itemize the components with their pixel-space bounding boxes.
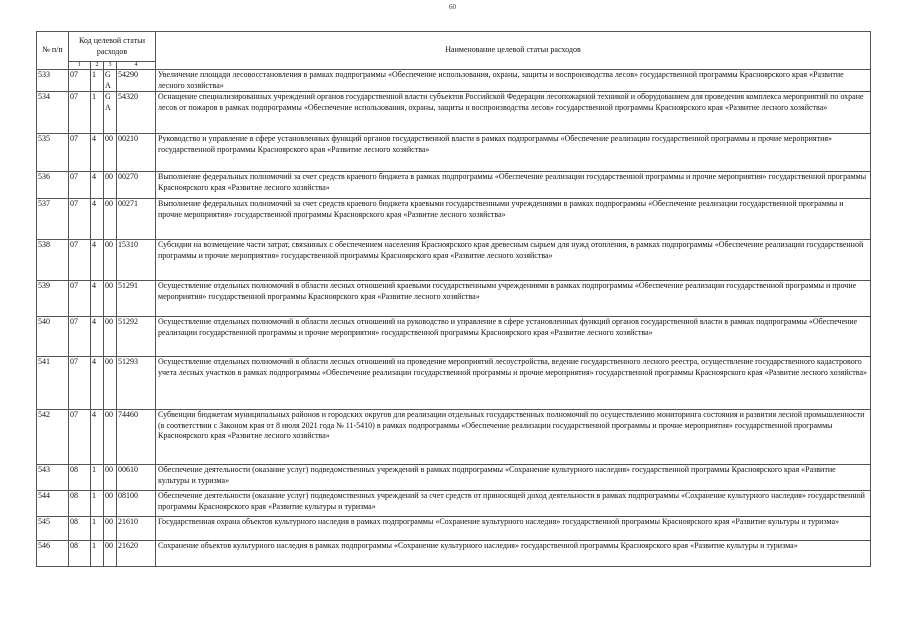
header-name-column: Наименование целевой статьи расходов <box>156 32 871 70</box>
code-item: 00271 <box>117 199 156 240</box>
code-subprogram: 4 <box>91 134 104 172</box>
code-direction: G A <box>104 70 117 92</box>
code-subprogram: 1 <box>91 70 104 92</box>
row-number: 533 <box>37 70 69 92</box>
row-description: Осуществление отдельных полномочий в области лесных отношений краевыми государственными учреждениями в рамках подпрограммы «Обеспечение реализации государственной программы и прочие мероприятия» государственной программы Красноярского края «Развитие лесного хозяйства» <box>156 281 871 317</box>
table-row <box>37 70 871 92</box>
row-number: 534 <box>37 92 69 134</box>
row-number: 544 <box>37 491 69 517</box>
row-description: Осуществление отдельных полномочий в области лесных отношений на руководство и управление в сфере установленных функций органов государственной власти в рамках подпрограммы «Обеспечение реализации государственной программы и прочие мероприятия» государственной программы Красноярского края «Развитие лесного хозяйства» <box>156 317 871 357</box>
col-number-2: 2 <box>91 62 104 70</box>
code-subprogram: 1 <box>91 541 104 567</box>
code-program: 08 <box>69 517 91 541</box>
code-item: 08100 <box>117 491 156 517</box>
row-number: 539 <box>37 281 69 317</box>
table-row <box>37 240 871 281</box>
row-description: Субвенции бюджетам муниципальных районов и городских округов для реализации отдельных государственных полномочий по осуществлению мониторинга состояния и развития лесной промышленности (в соответствии с Законом края от 8 июля 2021 года № 11-5410) в рамках подпрограммы «Обеспечение реализации государственной программы и прочие мероприятия» государственной программы Красноярского края «Развитие лесного хозяйства» <box>156 410 871 465</box>
col-number-1: 1 <box>69 62 91 70</box>
code-direction: 00 <box>104 134 117 172</box>
code-direction: 00 <box>104 357 117 410</box>
table-row <box>37 491 871 517</box>
code-direction: 00 <box>104 240 117 281</box>
row-description: Руководство и управление в сфере установленных функций органов государственной власти в рамках подпрограммы «Обеспечение реализации государственной программы и прочие мероприятия» государственной программы Красноярского края «Развитие лесного хозяйства» <box>156 134 871 172</box>
code-program: 07 <box>69 134 91 172</box>
table-row <box>37 92 871 134</box>
code-subprogram: 4 <box>91 317 104 357</box>
code-direction: 00 <box>104 541 117 567</box>
table-row <box>37 317 871 357</box>
code-program: 07 <box>69 172 91 199</box>
code-direction: 00 <box>104 317 117 357</box>
table-row <box>37 281 871 317</box>
row-description: Государственная охрана объектов культурного наследия в рамках подпрограммы «Сохранение культурного наследия» государственной программы Красноярского края «Развитие культуры и туризма» <box>156 517 871 541</box>
code-item: 00210 <box>117 134 156 172</box>
code-program: 07 <box>69 281 91 317</box>
target-expense-table <box>36 31 871 567</box>
code-program: 07 <box>69 317 91 357</box>
code-subprogram: 4 <box>91 240 104 281</box>
code-direction: 00 <box>104 199 117 240</box>
row-number: 542 <box>37 410 69 465</box>
table-row <box>37 172 871 199</box>
code-item: 21610 <box>117 517 156 541</box>
header-code-column: Код целевой статьи расходов <box>69 32 156 62</box>
code-program: 07 <box>69 240 91 281</box>
row-number: 538 <box>37 240 69 281</box>
code-direction: 00 <box>104 172 117 199</box>
code-item: 00610 <box>117 465 156 491</box>
code-direction: G A <box>104 92 117 134</box>
code-program: 08 <box>69 491 91 517</box>
code-item: 51292 <box>117 317 156 357</box>
row-description: Обеспечение деятельности (оказание услуг) подведомственных учреждений за счет средств от приносящей доход деятельности в рамках подпрограммы «Сохранение культурного наследия» государственной программы Красноярского края «Развитие культуры и туризма» <box>156 491 871 517</box>
code-subprogram: 1 <box>91 465 104 491</box>
table-row <box>37 357 871 410</box>
code-subprogram: 4 <box>91 281 104 317</box>
row-description: Увеличение площади лесовосстановления в рамках подпрограммы «Обеспечение использования, охраны, защиты и воспроизводства лесов» государственной программы Красноярского края «Развитие лесного хозяйства» <box>156 70 871 92</box>
code-subprogram: 1 <box>91 92 104 134</box>
code-item: 51293 <box>117 357 156 410</box>
code-program: 07 <box>69 199 91 240</box>
code-direction: 00 <box>104 465 117 491</box>
table-row <box>37 465 871 491</box>
code-subprogram: 1 <box>91 517 104 541</box>
code-item: 51291 <box>117 281 156 317</box>
row-description: Осуществление отдельных полномочий в области лесных отношений на проведение мероприятий лесоустройства, ведение государственного лесного реестра, осуществление государственного кадастрового учета лесных участков в рамках подпрограммы «Обеспечение реализации государственной программы и прочие мероприятия» государственной программы Красноярского края «Развитие лесного хозяйства» <box>156 357 871 410</box>
header-number-column: № п/п <box>37 32 69 70</box>
row-number: 546 <box>37 541 69 567</box>
code-item: 74460 <box>117 410 156 465</box>
code-program: 07 <box>69 357 91 410</box>
table-row <box>37 517 871 541</box>
row-number: 535 <box>37 134 69 172</box>
code-program: 08 <box>69 541 91 567</box>
code-direction: 00 <box>104 517 117 541</box>
code-direction: 00 <box>104 491 117 517</box>
col-number-4: 4 <box>117 62 156 70</box>
row-description: Обеспечение деятельности (оказание услуг) подведомственных учреждений в рамках подпрограммы «Сохранение культурного наследия» государственной программы Красноярского края «Развитие культуры и туризма» <box>156 465 871 491</box>
code-item: 00270 <box>117 172 156 199</box>
row-description: Выполнение федеральных полномочий за счет средств краевого бюджета в рамках подпрограммы «Обеспечение реализации государственной программы и прочие мероприятия» государственной программы Красноярского края «Развитие лесного хозяйства» <box>156 172 871 199</box>
code-subprogram: 4 <box>91 172 104 199</box>
code-subprogram: 4 <box>91 357 104 410</box>
code-program: 07 <box>69 92 91 134</box>
code-item: 21620 <box>117 541 156 567</box>
row-description: Выполнение федеральных полномочий за счет средств краевого бюджета краевыми государственными учреждениями в рамках подпрограммы «Обеспечение реализации государственной программы и прочие мероприятия» государственной программы Красноярского края «Развитие лесного хозяйства» <box>156 199 871 240</box>
row-number: 543 <box>37 465 69 491</box>
row-number: 541 <box>37 357 69 410</box>
code-item: 54290 <box>117 70 156 92</box>
table-row <box>37 541 871 567</box>
code-program: 08 <box>69 465 91 491</box>
table-row <box>37 134 871 172</box>
code-program: 07 <box>69 70 91 92</box>
row-number: 536 <box>37 172 69 199</box>
code-program: 07 <box>69 410 91 465</box>
code-item: 54320 <box>117 92 156 134</box>
code-subprogram: 1 <box>91 491 104 517</box>
code-subprogram: 4 <box>91 410 104 465</box>
col-number-3: 3 <box>104 62 117 70</box>
code-direction: 00 <box>104 410 117 465</box>
row-description: Оснащение специализированных учреждений органов государственной власти субъектов Российской Федерации лесопожарной техникой и оборудованием для проведения комплекса мероприятий по охране лесов от пожаров в рамках подпрограммы «Обеспечение использования, охраны, защиты и воспроизводства лесов» государственной программы Красноярского края «Развитие лесного хозяйства» <box>156 92 871 134</box>
row-number: 540 <box>37 317 69 357</box>
row-number: 545 <box>37 517 69 541</box>
row-description: Сохранение объектов культурного наследия в рамках подпрограммы «Сохранение культурного наследия» государственной программы Красноярского края «Развитие культуры и туризма» <box>156 541 871 567</box>
row-number: 537 <box>37 199 69 240</box>
table-row <box>37 410 871 465</box>
code-direction: 00 <box>104 281 117 317</box>
code-subprogram: 4 <box>91 199 104 240</box>
code-item: 15310 <box>117 240 156 281</box>
row-description: Субсидии на возмещение части затрат, связанных с обеспечением населения Красноярского края древесным сырьем для нужд отопления, в рамках подпрограммы «Обеспечение реализации государственной программы и прочие мероприятия» государственной программы Красноярского края «Развитие лесного хозяйства» <box>156 240 871 281</box>
page-number: 60 <box>449 3 456 11</box>
table-row <box>37 199 871 240</box>
